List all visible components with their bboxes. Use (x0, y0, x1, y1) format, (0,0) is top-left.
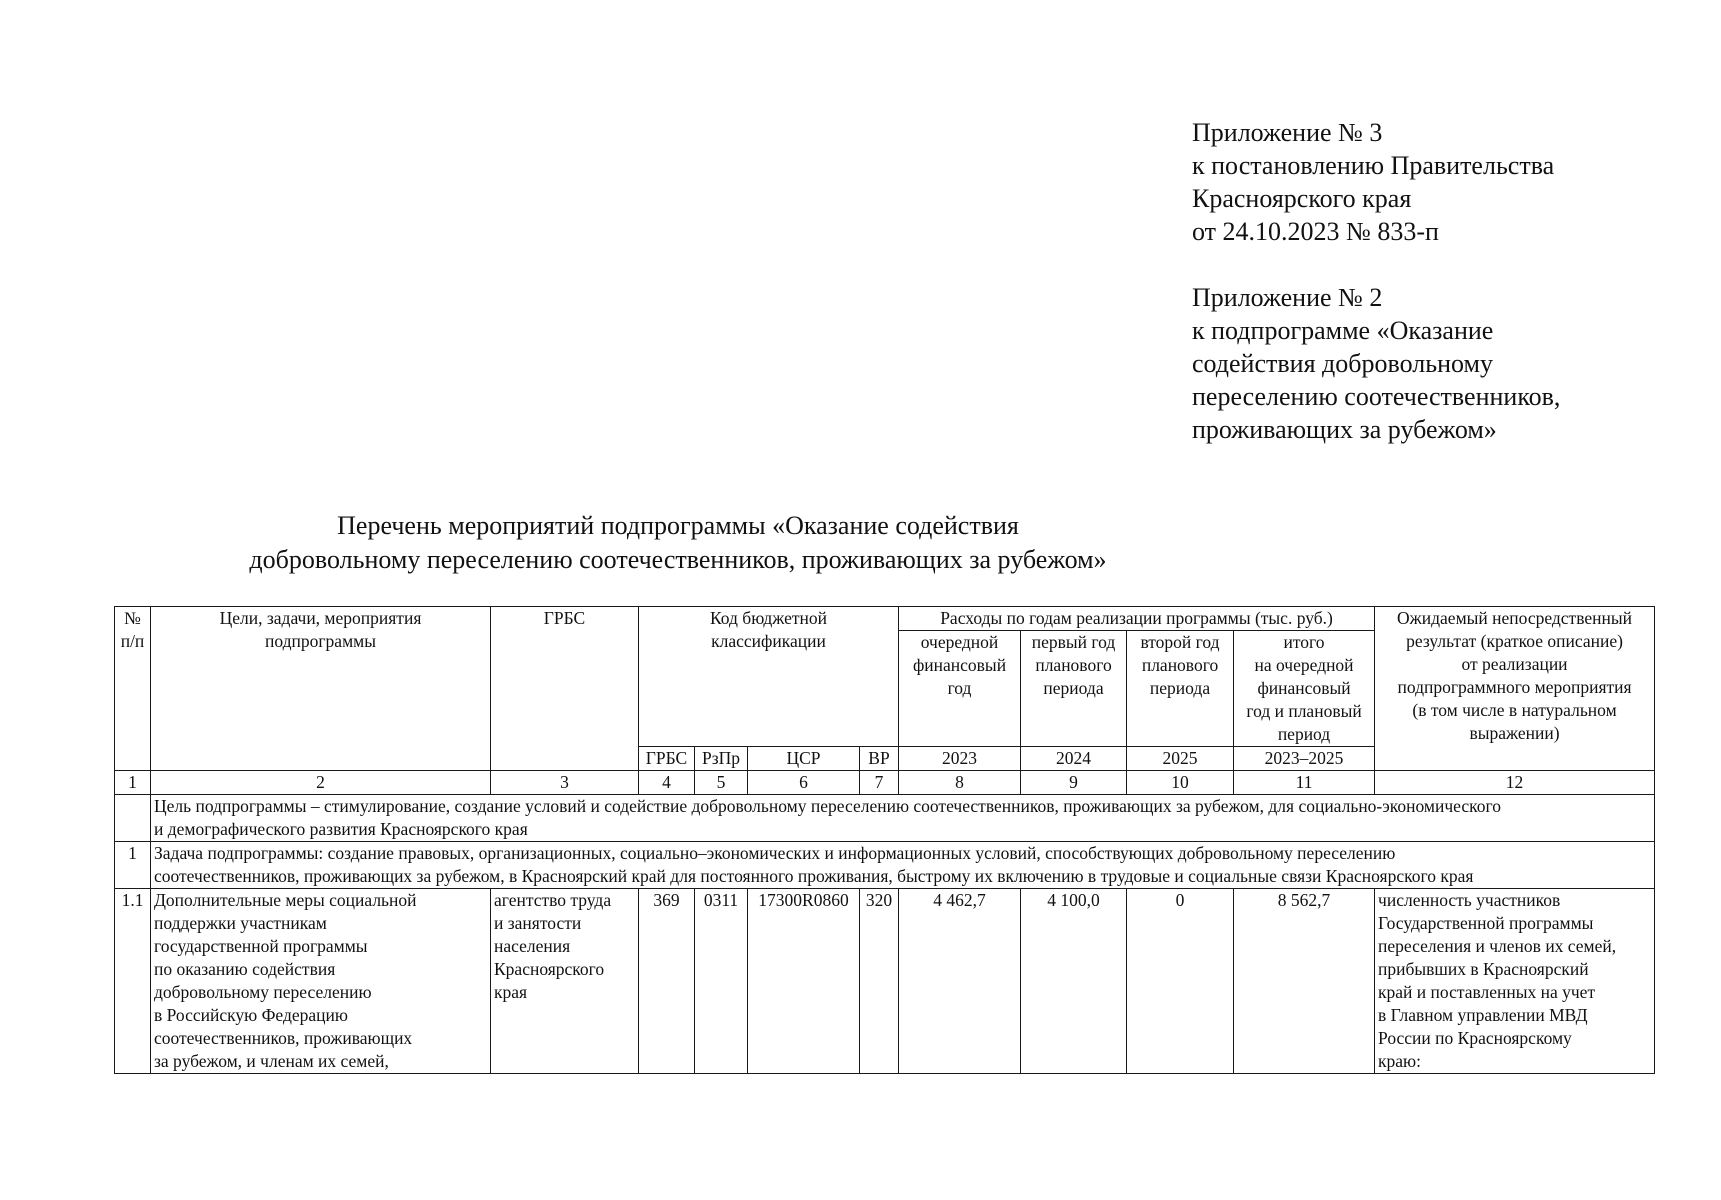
header-y-total: 2023–2025 (1234, 747, 1375, 771)
header-num: № п/п (115, 607, 151, 771)
row-grbs-code: 369 (639, 889, 695, 1074)
row-y2024: 4 100,0 (1021, 889, 1127, 1074)
row-result: численность участников Государственной программы переселения и членов их семей, прибывших в Красноярский край и поставленных на учет в Главном управлении МВД России по Красноярскому краю: (1375, 889, 1655, 1074)
column-number: 10 (1127, 771, 1234, 795)
header-y2025: 2025 (1127, 747, 1234, 771)
header-result: Ожидаемый непосредственный результат (краткое описание) от реализации подпрограммного мероприятия (в том числе в натуральном выражении) (1375, 607, 1655, 771)
row-num: 1.1 (115, 889, 151, 1074)
column-number: 6 (748, 771, 860, 795)
appendix-3-line: от 24.10.2023 № 833-п (1192, 217, 1439, 246)
document-title (0, 509, 1356, 577)
task-row (115, 842, 1655, 889)
measures-table (114, 606, 1655, 1074)
row-y2025: 0 (1127, 889, 1234, 1074)
table-row (115, 889, 1655, 1074)
column-number: 12 (1375, 771, 1655, 795)
header-y2024: 2024 (1021, 747, 1127, 771)
row-total: 8 562,7 (1234, 889, 1375, 1074)
appendix-2-line: проживающих за рубежом» (1192, 415, 1497, 444)
header-budget-code: Код бюджетной классификации (639, 607, 899, 747)
appendix-2-line: Приложение № 2 (1192, 283, 1383, 312)
column-number: 5 (695, 771, 748, 795)
header-code-vr: ВР (860, 747, 899, 771)
column-number: 9 (1021, 771, 1127, 795)
row-grbs-name: агентство труда и занятости населения Красноярского края (491, 889, 639, 1074)
appendix-2-line: переселению соотечественников, (1192, 382, 1561, 411)
column-number: 4 (639, 771, 695, 795)
header-year-second: второй год планового периода (1127, 631, 1234, 747)
column-number: 2 (151, 771, 491, 795)
column-number: 8 (899, 771, 1021, 795)
header-code-grbs: ГРБС (639, 747, 695, 771)
column-number: 3 (491, 771, 639, 795)
column-number: 11 (1234, 771, 1375, 795)
header-total: итого на очередной финансовый год и плановый период (1234, 631, 1375, 747)
task-num: 1 (115, 842, 151, 889)
column-number: 7 (860, 771, 899, 795)
appendix-2-line: к подпрограмме «Оказание (1192, 316, 1494, 345)
appendix-3-line: Приложение № 3 (1192, 118, 1383, 147)
table-header-row (115, 607, 1655, 631)
appendix-3-line: к постановлению Правительства (1192, 151, 1555, 180)
header-year-current: очередной финансовый год (899, 631, 1021, 747)
goal-num-cell (115, 795, 151, 842)
goal-row (115, 795, 1655, 842)
header-y2023: 2023 (899, 747, 1021, 771)
column-number: 1 (115, 771, 151, 795)
goal-text: Цель подпрограммы – стимулирование, создание условий и содействие добровольному переселению соотечественников, проживающих за рубежом, для социально-экономического и демографического развития Красноярского края (151, 795, 1655, 842)
document-title-line: Перечень мероприятий подпрограммы «Оказание содействия (337, 511, 1019, 540)
appendix-2-header (1192, 281, 1692, 446)
row-y2023: 4 462,7 (899, 889, 1021, 1074)
appendix-3-line: Красноярского края (1192, 184, 1412, 213)
appendix-2-line: содействия добровольному (1192, 349, 1493, 378)
header-grbs: ГРБС (491, 607, 639, 771)
document-title-line: добровольному переселению соотечественников, проживающих за рубежом» (249, 545, 1107, 574)
row-measure: Дополнительные меры социальной поддержки участникам государственной программы по оказанию содействия добровольному переселению в Российскую Федерацию соотечественников, проживающих за рубежом, и членам их семей, (151, 889, 491, 1074)
task-text: Задача подпрограммы: создание правовых, организационных, социально–экономических и информационных условий, способствующих добровольному переселению соотечественников, проживающих за рубежом, в Красноярский край для постоянного проживания, быстрому их включению в трудовые и социальные связи Красноярского края (151, 842, 1655, 889)
row-rzpr: 0311 (695, 889, 748, 1074)
row-vr: 320 (860, 889, 899, 1074)
header-code-rzpr: РзПр (695, 747, 748, 771)
row-csr: 17300R0860 (748, 889, 860, 1074)
header-code-csr: ЦСР (748, 747, 860, 771)
appendix-3-header (1192, 116, 1692, 248)
header-expenses: Расходы по годам реализации программы (тыс. руб.) (899, 607, 1375, 631)
column-numbers-row (115, 771, 1655, 795)
header-goals: Цели, задачи, мероприятия подпрограммы (151, 607, 491, 771)
header-year-first: первый год планового периода (1021, 631, 1127, 747)
